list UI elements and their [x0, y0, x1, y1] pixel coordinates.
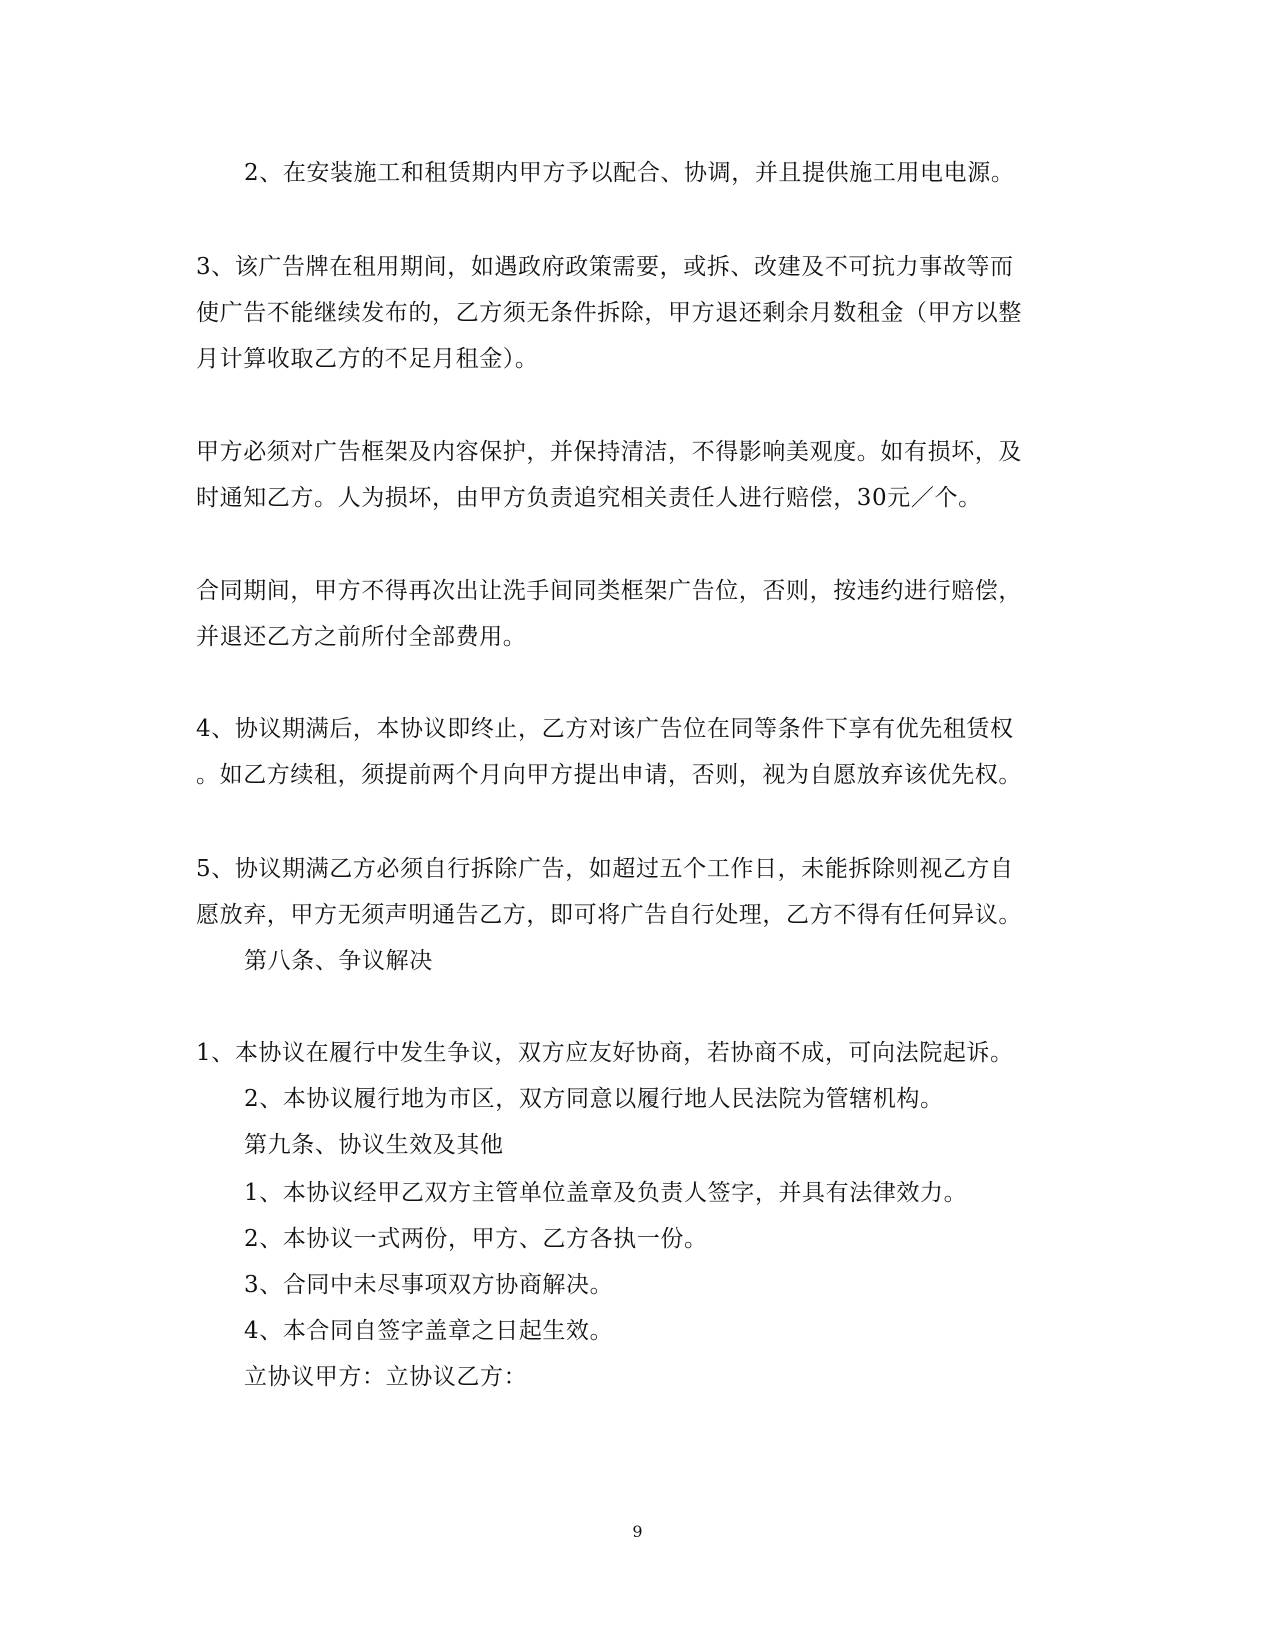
paragraph-line: 2、本协议一式两份，甲方、乙方各执一份。: [244, 1226, 708, 1252]
paragraph-line: 2、本协议履行地为市区，双方同意以履行地人民法院为管辖机构。: [244, 1086, 944, 1112]
paragraph-line: 3、合同中未尽事项双方协商解决。: [244, 1272, 614, 1298]
paragraph-line: 合同期间，甲方不得再次出让洗手间同类框架广告位，否则，按违约进行赔偿，: [196, 578, 1022, 604]
section-heading: 第九条、协议生效及其他: [244, 1132, 504, 1158]
paragraph-line: 2、在安装施工和租赁期内甲方予以配合、协调，并且提供施工用电电源。: [244, 160, 1015, 186]
paragraph-line: 4、本合同自签字盖章之日起生效。: [244, 1318, 614, 1344]
paragraph-line: 愿放弃，甲方无须声明通告乙方，即可将广告自行处理，乙方不得有任何异议。: [196, 902, 1022, 928]
paragraph-line: 4、协议期满后，本协议即终止，乙方对该广告位在同等条件下享有优先租赁权: [196, 716, 1014, 742]
paragraph-line: 。如乙方续租，须提前两个月向甲方提出申请，否则，视为自愿放弃该优先权。: [196, 762, 1022, 788]
paragraph-line: 3、该广告牌在租用期间，如遇政府政策需要，或拆、改建及不可抗力事故等而: [196, 254, 1014, 280]
paragraph-line: 5、协议期满乙方必须自行拆除广告，如超过五个工作日，未能拆除则视乙方自: [196, 856, 1014, 882]
paragraph-line: 使广告不能继续发布的，乙方须无条件拆除，甲方退还剩余月数租金（甲方以整: [196, 300, 1022, 326]
paragraph-line: 时通知乙方。人为损坏，由甲方负责追究相关责任人进行赔偿，30元／个。: [196, 485, 982, 511]
page-number: 9: [632, 1522, 643, 1541]
paragraph-line: 甲方必须对广告框架及内容保护，并保持清洁，不得影响美观度。如有损坏，及: [196, 439, 1022, 465]
paragraph-line: 并退还乙方之前所付全部费用。: [196, 624, 527, 650]
section-heading: 第八条、争议解决: [244, 948, 433, 974]
paragraph-line: 1、本协议经甲乙双方主管单位盖章及负责人签字，并具有法律效力。: [244, 1180, 968, 1206]
paragraph-line: 1、本协议在履行中发生争议，双方应友好协商，若协商不成，可向法院起诉。: [196, 1040, 1014, 1066]
paragraph-line: 月计算收取乙方的不足月租金）。: [196, 346, 539, 372]
signature-line: 立协议甲方：立协议乙方：: [244, 1364, 528, 1390]
